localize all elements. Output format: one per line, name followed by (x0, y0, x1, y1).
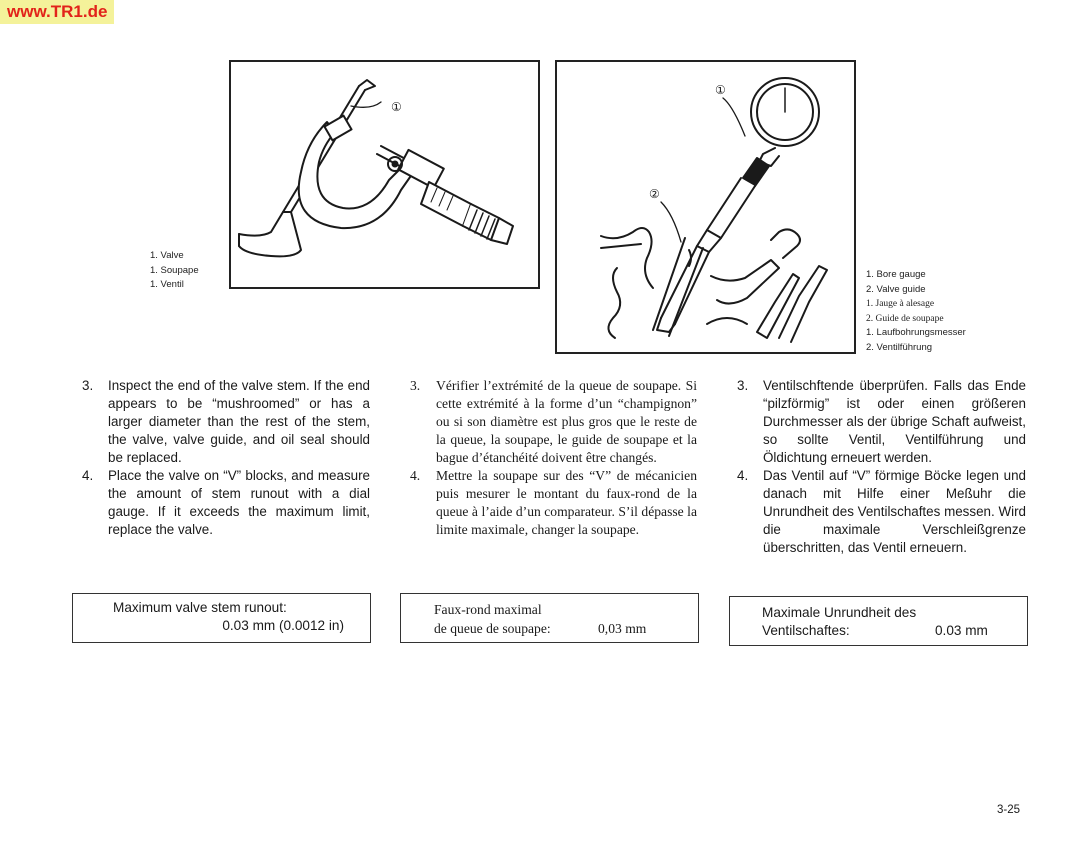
callout-1: ① (391, 100, 402, 114)
spec-value: 0,03 mm (598, 621, 647, 636)
list-item (410, 467, 697, 539)
french-column (410, 377, 697, 539)
caption-line: 2. Ventilführung (866, 341, 933, 353)
caption-line: 1. Bore gauge (866, 269, 926, 280)
callout-2: ② (649, 187, 660, 201)
item-text: Place the valve on “V” blocks, and measure the amount of stem runout with a dial gauge. If it exceeds the maximum limit, replace the valve. (108, 468, 370, 537)
list-item (82, 377, 370, 467)
spec-value: 0.03 mm (0.0012 in) (222, 618, 344, 633)
caption-line: 1. Jauge à alesage (866, 299, 935, 309)
spec-box-english (72, 593, 371, 643)
bore-gauge-illustration (557, 62, 854, 352)
caption-line: 1. Laufbohrungsmesser (866, 327, 966, 338)
item-text: Vérifier l’extrémité de la queue de soupape. Si cette extrémité à la forme d’un “champignon” ou si son diamètre est plus gros que le reste de la queue, la soupape, le guide de soupape et la bague d’étanchéité doivent être changés. (436, 378, 697, 465)
item-number: 3. (737, 378, 749, 393)
item-number: 4. (410, 468, 421, 483)
figure-left-caption (150, 249, 199, 293)
item-number: 4. (82, 468, 94, 483)
spec-value: 0.03 mm (935, 623, 988, 638)
item-number: 4. (737, 468, 749, 483)
spec-label: Faux-rond maximal (434, 602, 542, 617)
list-item (410, 377, 697, 467)
micrometer-illustration (231, 62, 538, 287)
english-column (82, 377, 370, 539)
callout-1: ① (715, 83, 726, 97)
item-text: Inspect the end of the valve stem. If the end appears to be “mushroomed” or has a larger diameter than the rest of the stem, the valve, valve guide, and oil seal should be replaced. (108, 378, 370, 465)
caption-line: 2. Guide de soupape (866, 313, 944, 324)
caption-line: 1. Soupape (150, 264, 199, 276)
german-column (737, 377, 1026, 557)
list-item (737, 377, 1026, 467)
site-badge[interactable]: www.TR1.de (0, 0, 114, 24)
caption-line: 1. Ventil (150, 279, 184, 290)
spec-label: de queue de soupape: (434, 621, 551, 636)
item-text: Ventilschftende überprüfen. Falls das Ende “pilzförmig” ist oder einen größeren Durchmesser als der übrige Schaft aufweist, so sollte Ventil, Ventilführung und Öldichtung erneuert werden. (763, 378, 1026, 465)
caption-line: 2. Valve guide (866, 283, 926, 295)
spec-label: Ventilschaftes: (762, 623, 850, 638)
list-item (737, 467, 1026, 557)
item-number: 3. (82, 378, 94, 393)
figure-right-caption (866, 268, 966, 355)
spec-box-german (729, 596, 1028, 646)
item-text: Mettre la soupape sur des “V” de mécanicien puis mesurer le montant du faux-rond de la queue à l’aide d’un comparateur. S’il dépasse la limite maximale, changer la soupape. (436, 468, 697, 537)
spec-label: Maximale Unrundheit des (762, 605, 917, 620)
page-number: 3-25 (997, 804, 1021, 816)
figure-valve-micrometer (229, 60, 540, 289)
item-text: Das Ventil auf “V” förmige Böcke legen und danach mit Hilfe einer Meßuhr die Unrundheit des Ventilschaftes messen. Wird die maximale Verschleißgrenze überschritten, das Ventil erneuern. (763, 468, 1026, 555)
list-item (82, 467, 370, 539)
figure-bore-gauge (555, 60, 856, 354)
spec-label: Maximum valve stem runout: (113, 600, 287, 615)
item-number: 3. (410, 378, 421, 393)
spec-box-french (400, 593, 699, 643)
caption-line: 1. Valve (150, 250, 184, 261)
